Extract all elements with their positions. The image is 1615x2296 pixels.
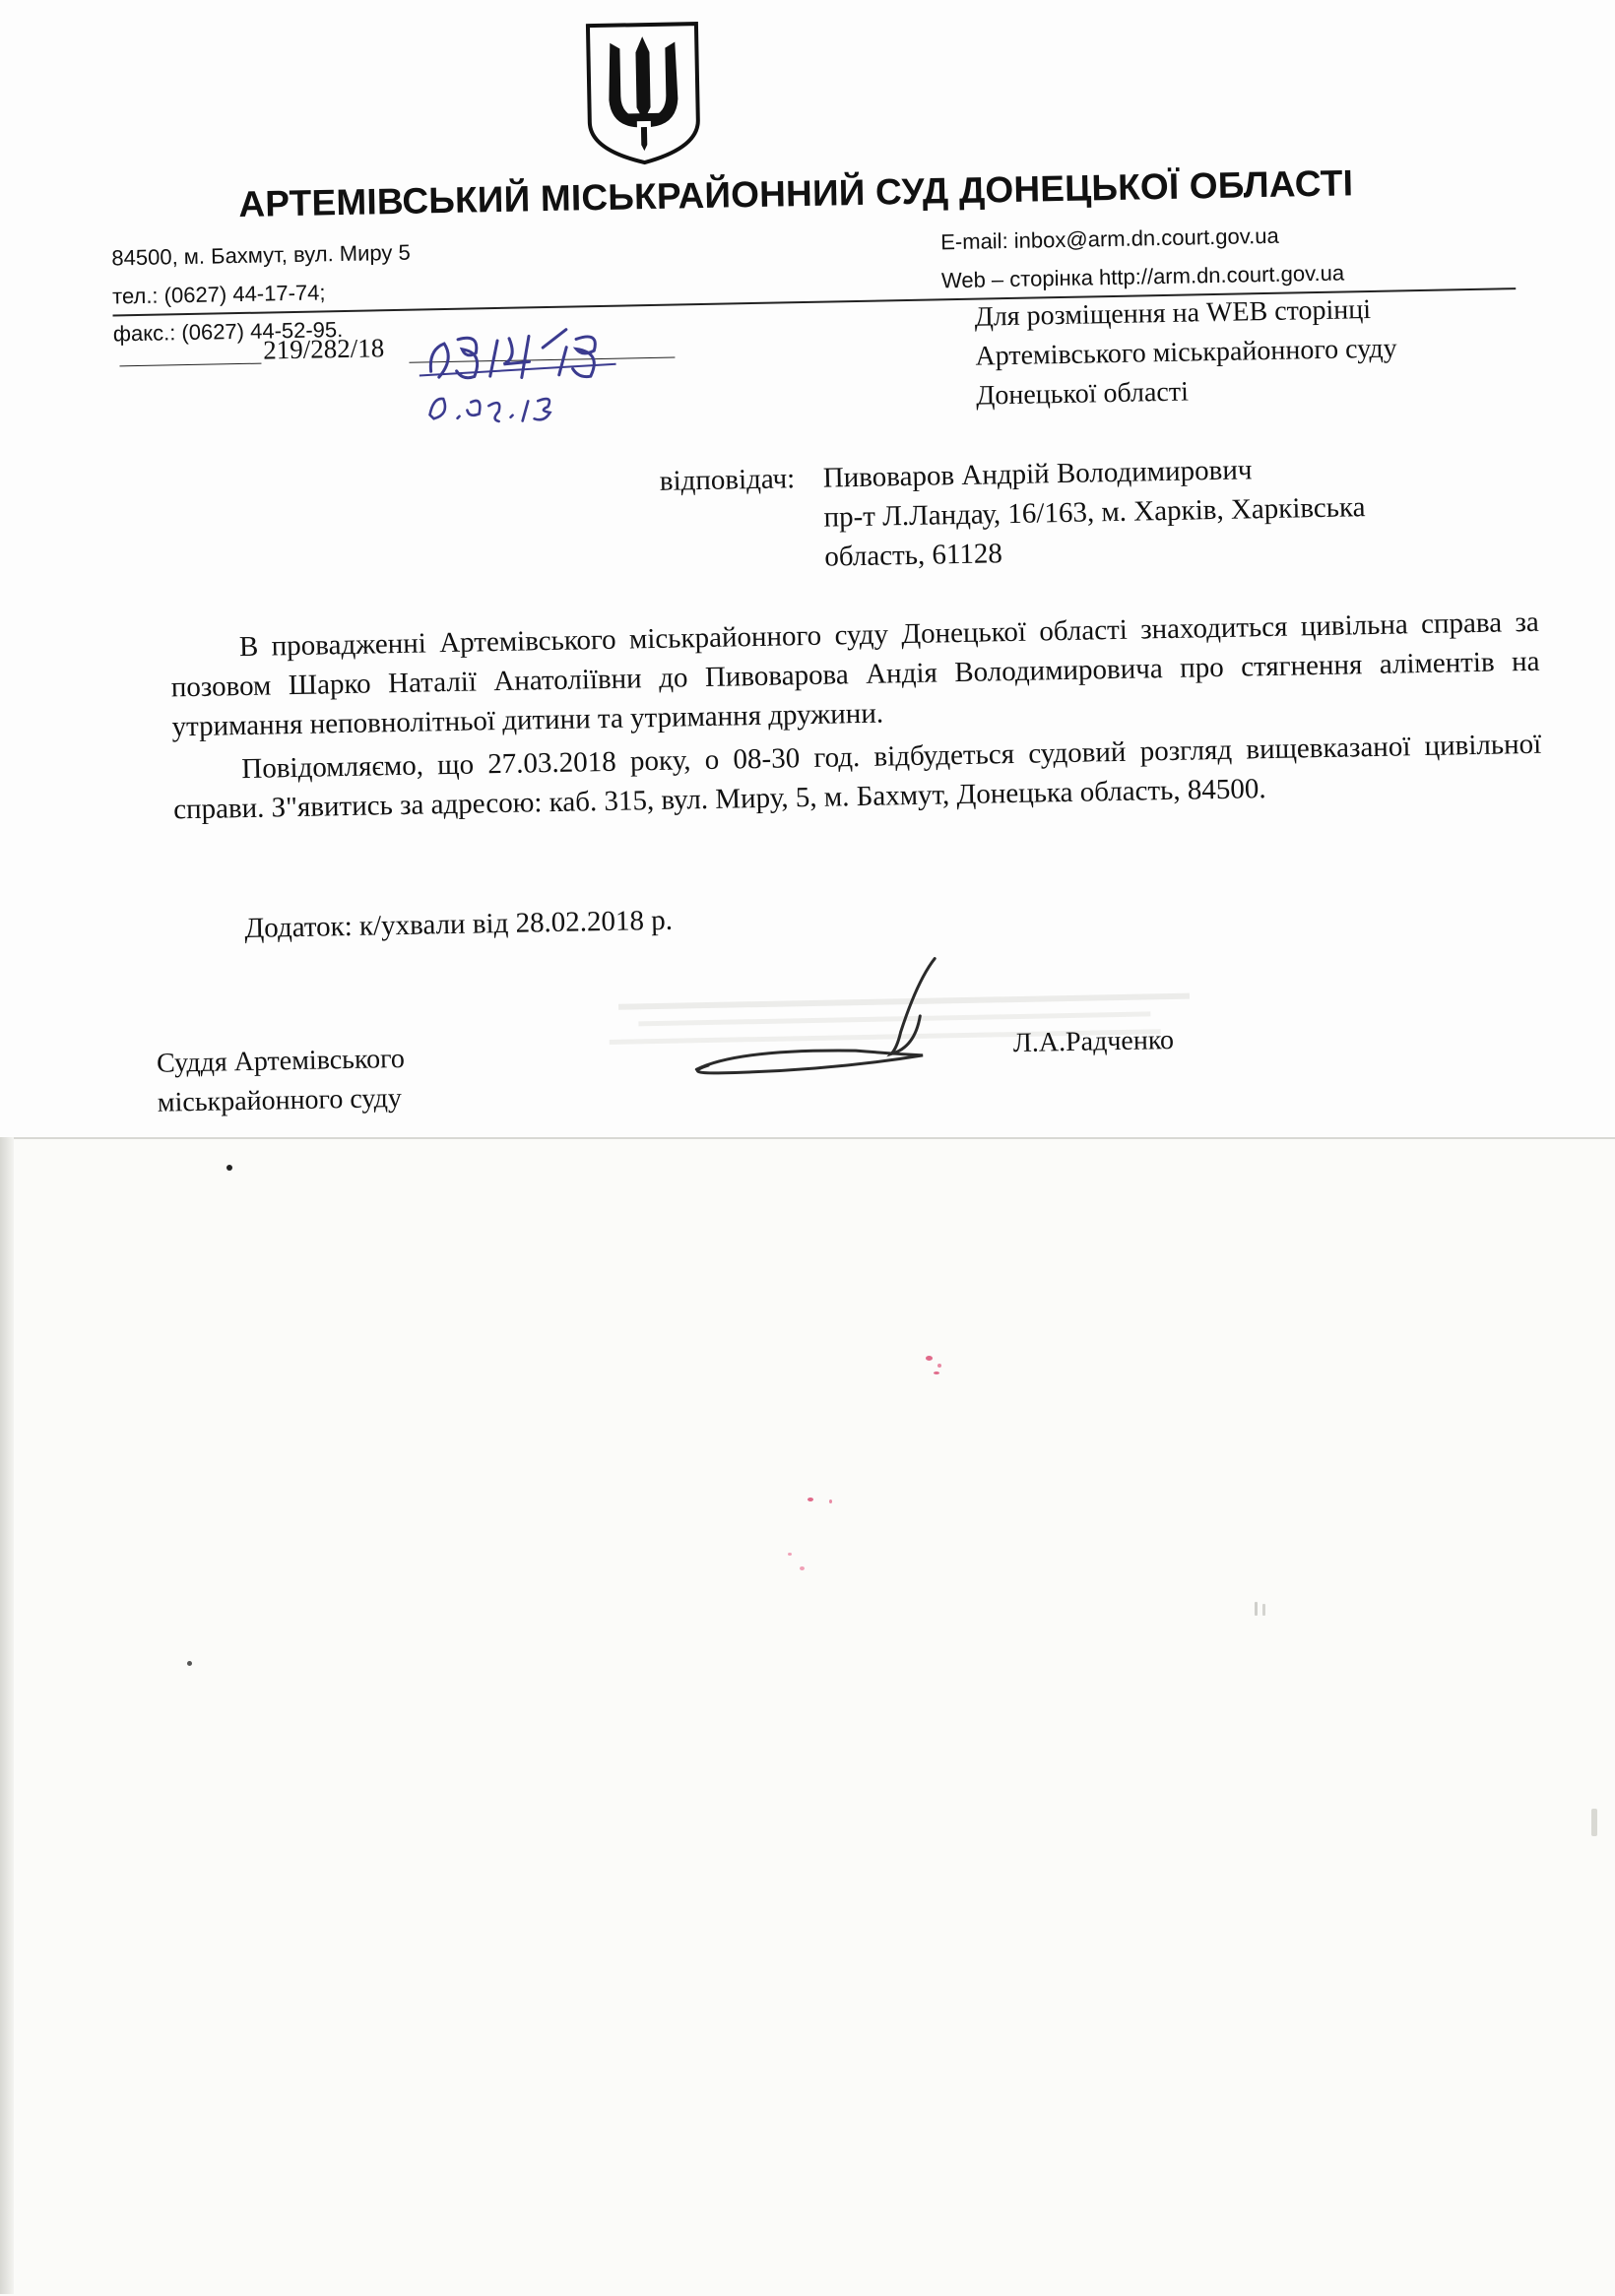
recipient-line: Для розміщення на WEB сторінці [974, 293, 1372, 333]
judge-name: Л.А.Радченко [1012, 1024, 1175, 1059]
court-fax: факс.: (0627) 44-52-95. [112, 317, 344, 347]
defendant-name: Пивоваров Андрій Володимирович [822, 454, 1253, 494]
court-address: 84500, м. Бахмут, вул. Миру 5 [111, 239, 411, 271]
lower-blank-sheet [0, 1137, 1615, 2296]
ink-speck [187, 1661, 192, 1666]
coat-of-arms-trident-icon [580, 18, 707, 167]
recipient-line: Донецької області [975, 376, 1190, 412]
paper-mark [1255, 1602, 1258, 1616]
defendant-address: область, 61128 [824, 538, 1003, 573]
court-email: E-mail: inbox@arm.dn.court.gov.ua [939, 223, 1279, 255]
paper-mark [1262, 1604, 1265, 1616]
sheet-edge-shadow [0, 1137, 14, 2294]
stamp-speck [788, 1553, 792, 1556]
paper-mark [1591, 1809, 1597, 1836]
defendant-label: відповідач: [659, 463, 796, 497]
hearing-paragraph: Повідомляємо, що 27.03.2018 року, о 08-30 год. відбудеться судовий розгляд вищевказаної цивільної справи. З"явитись за адресою: каб. 315, вул. Миру, 5, м. Бахмут, Донецька область, 84500. [172, 728, 1542, 826]
stamp-speck [926, 1356, 933, 1361]
stamp-speck [808, 1498, 813, 1501]
ink-speck [226, 1165, 232, 1171]
signatory-role: Суддя Артемівського [156, 1043, 406, 1079]
document-page [0, 0, 1615, 1137]
court-title: АРТЕМІВСЬКИЙ МІСЬКРАЙОННИЙ СУД ДОНЕЦЬКОЇ ОБЛАСТІ [237, 162, 1354, 225]
attachment-note: Додаток: к/ухвали від 28.02.2018 р. [244, 904, 674, 945]
stamp-speck [934, 1371, 939, 1374]
stamp-speck [800, 1566, 805, 1570]
stamp-speck [937, 1364, 941, 1368]
registration-number: 219/282/18 [262, 333, 385, 365]
notice-paragraph: В провадженні Артемівського міськрайонного суду Донецької області знаходиться цивільна справа за позовом Шарко Наталії Анатоліївни до Пивоварова Андія Володимировича про стягнення аліментів на утримання неповнолітньої дитини та утримання дружини. [170, 606, 1540, 743]
handwritten-registration-mark [419, 315, 716, 431]
court-phone: тел.: (0627) 44-17-74; [111, 280, 326, 309]
stamp-speck [829, 1499, 832, 1503]
registration-underline-left [119, 363, 261, 367]
judge-signature [677, 952, 954, 1085]
signatory-role: міськрайонного суду [157, 1083, 403, 1118]
recipient-line: Артемівського міськрайонного суду [975, 333, 1397, 372]
court-website: Web – сторінка http://arm.dn.court.gov.ua [940, 260, 1345, 293]
defendant-address: пр-т Л.Ландау, 16/163, м. Харків, Харківська [823, 491, 1366, 534]
